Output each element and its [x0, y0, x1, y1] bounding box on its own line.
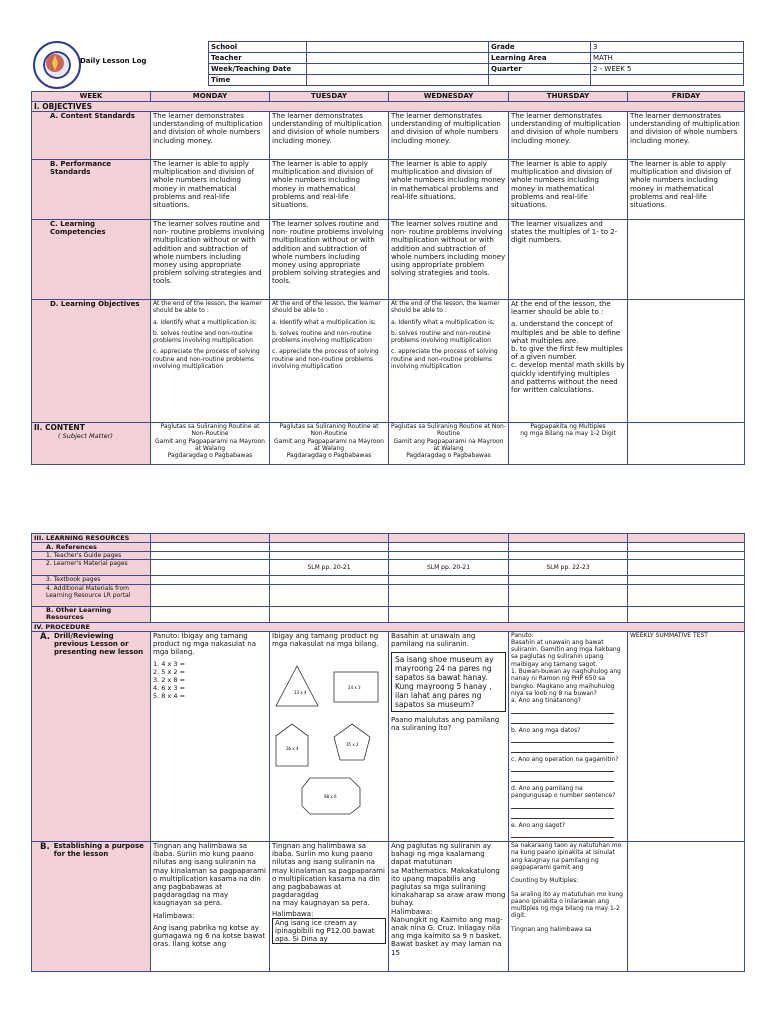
- objectives-table: [31, 91, 745, 465]
- lm-pages-label: 2. Learner's Material pages: [32, 560, 151, 576]
- time-field[interactable]: [307, 75, 489, 86]
- answer-line-a2[interactable]: [511, 717, 614, 724]
- learning-competencies-label: C. Learning Competencies: [32, 220, 151, 300]
- drill-wed: Basahin at unawain ang pamilang na suliranin. Sa isang shoe museum ay mayroong 24 na pares ng sapatos sa bawat hanay. Kung mayroong 5 hanay , ilan lahat ang pares ng sapatos sa museum? Paano malulutas ang pamilang na suliraning ito?: [389, 631, 509, 841]
- other-resources-label: B. Other Learning Resources: [32, 606, 151, 622]
- col-tuesday: TUESDAY: [270, 92, 389, 102]
- perf-std-mon: The learner is able to apply multiplication and division of whole numbers including money in mathematical problems and real-life situations.: [151, 160, 270, 220]
- header-table: [208, 41, 744, 86]
- answer-line-a[interactable]: [511, 707, 614, 714]
- content-std-mon: The learner demonstrates understanding of multiplication and division of whole numbers including money.: [151, 112, 270, 160]
- area-label: Learning Area: [489, 53, 591, 64]
- svg-text:3b x 4: 3b x 4: [286, 745, 299, 751]
- content-standards-label: A. Content Standards: [32, 112, 151, 160]
- answer-line-d[interactable]: [511, 802, 614, 809]
- competency-tue: The learner solves routine and non- routine problems involving multiplication without or with addition and subtraction of whole numbers including money using appropriate problem solving strategies and tools.: [270, 220, 389, 300]
- teacher-field[interactable]: [307, 53, 489, 64]
- area-field[interactable]: MATH: [591, 53, 744, 64]
- answer-line-c2[interactable]: [511, 775, 614, 782]
- objectives-wed: At the end of the lesson, the learner should be able to : a. Identify what a multiplication is; b. solves routine and non-routine problems involving multiplication c. appreciate the process of solving routine and non-routine problems involving multiplication: [389, 300, 509, 423]
- objectives-tue: At the end of the lesson, the learner should be able to : a. Identify what a multiplication is; b. solves routine and non-routine problems involving multiplication c. appreciate the process of solving routine and non-routine problems involving multiplication: [270, 300, 389, 423]
- purpose-thu: Sa nakaraang taon ay natutuhan mo na kung paano ipinakita at isinulat ang kaugnay na pamilang ng pagpaparami gamit ang Counting by Multiples: Sa araling ito ay matutuhan mo kung paano ipinakita o inilarawan ang multiples ng mga bilang na may 1-2 digit. Tingnan ang halimbawa sa: [509, 842, 628, 972]
- svg-text:98 x 6: 98 x 6: [324, 793, 337, 799]
- teacher-label: Teacher: [209, 53, 307, 64]
- tue-example-box: Ang isang ice cream ay ipinagbibili ng P12.00 bawat apa. Si Dina ay: [272, 918, 386, 945]
- perf-std-fri: The learner is able to apply multiplication and division of whole numbers including money in mathematical problems and real-life situations.: [628, 160, 745, 220]
- svg-text:24 x 3: 24 x 3: [348, 684, 361, 690]
- learning-objectives-label: D. Learning Objectives: [32, 300, 151, 423]
- perf-std-tue: The learner is able to apply multiplication and division of whole numbers including money in mathematical problems and real-life situations.: [270, 160, 389, 220]
- perf-std-wed: The learner is able to apply multiplication and division of whole numbers including money in mathematical problems and real-life situations.: [389, 160, 509, 220]
- answer-line-b2[interactable]: [511, 746, 614, 753]
- answer-line-b[interactable]: [511, 736, 614, 743]
- content-std-fri: The learner demonstrates understanding of multiplication and division of whole numbers including money.: [628, 112, 745, 160]
- additional-materials-label: 4. Additional Materials from Learning Resource LR portal: [32, 584, 151, 606]
- competency-mon: The learner solves routine and non- routine problems involving multiplication without or with addition and subtraction of whole numbers including money using appropriate problem solving strategies and tools.: [151, 220, 270, 300]
- references-label: A. References: [32, 543, 151, 552]
- school-field[interactable]: [307, 42, 489, 53]
- tg-pages-label: 1. Teacher's Guide pages: [32, 552, 151, 560]
- drill-items: 1. 4 x 3 = 2. 5 x 2 = 3. 2 x 8 = 4. 6 x 3 = 5. 8 x 4 =: [153, 660, 186, 701]
- procedure-table: [31, 533, 745, 972]
- answer-line-e[interactable]: [511, 831, 614, 838]
- wed-problem-box: Sa isang shoe museum ay mayroong 24 na pares ng sapatos sa bawat hanay. Kung mayroong 5 hanay , ilan lahat ang pares ng sapatos sa museum?: [391, 652, 506, 712]
- content-label: II. CONTENT ( Subject Matter): [32, 423, 151, 465]
- drill-thu: Panuto: Basahin at unawain ang bawat suliranin. Gamitin ang mga hakbang sa paglutas ng suliranin upang maibigay ang tamang sagot. 1. Buwan-buwan ay naghuhulog ang nanay ni Ramon ng PHP 650 sa bangko. Magkano ang maihuhulog niya sa loob ng 8 na buwan? a. Ano ang tinatanong? b. Ano ang mga datos? c. Ano ang operation na gagamitin? d. Ano ang pamilang na pangungusap o number sentence? e. Ano ang sagot?: [509, 631, 628, 841]
- answer-line-d2[interactable]: [511, 812, 614, 819]
- purpose-mon: Tingnan ang halimbawa sa ibaba. Suriin mo kung paano nilutas ang isang suliranin na may kinalaman sa pagpaparami o multiplication kasama na din ang pagbabawas at pagdaragdag na may kaugnayan sa pera. Halimbawa: Ang isang pabrika ng kotse ay gumagawa ng 6 na kotse bawat oras. Ilang kotse ang: [151, 842, 270, 972]
- drill-shapes: [272, 662, 387, 822]
- house-shape: [276, 724, 308, 766]
- resources-heading: III. LEARNING RESOURCES: [32, 534, 151, 543]
- objectives-thu: At the end of the lesson, the learner should be able to : a. understand the concept of multiples and be able to define what multiples are. b. to give the first few multiples of a given number. c. develop mental math skills by quickly identifying multiples and patterns without the need for written calculations.: [509, 300, 628, 423]
- col-thursday: THURSDAY: [509, 92, 628, 102]
- drill-tue: Ibigay ang tamang product ng mga nakasulat na mga bilang. 13 x 4 24 x 3 3b x 4 35 x 2 98 x 6: [270, 631, 389, 841]
- answer-line-c[interactable]: [511, 765, 614, 772]
- drill-mon: Panuto: Ibigay ang tamang product ng mga nakasulat na mga bilang. 1. 4 x 3 = 2. 5 x 2 = 3. 2 x 8 = 4. 6 x 3 = 5. 8 x 4 =: [151, 631, 270, 841]
- slm-wed: SLM pp. 20-21: [389, 560, 509, 576]
- performance-standards-label: B. Performance Standards: [32, 160, 151, 220]
- col-monday: MONDAY: [151, 92, 270, 102]
- col-wednesday: WEDNESDAY: [389, 92, 509, 102]
- quarter-field[interactable]: 2 - WEEK 5: [591, 64, 744, 75]
- svg-text:13 x 4: 13 x 4: [294, 689, 307, 695]
- slm-thu: SLM pp. 22-23: [509, 560, 628, 576]
- objectives-heading: I. OBJECTIVES: [32, 102, 745, 112]
- quarter-label: Quarter: [489, 64, 591, 75]
- week-field[interactable]: [307, 64, 489, 75]
- drill-fri: WEEKLY SUMMATIVE TEST: [628, 631, 745, 841]
- content-std-tue: The learner demonstrates understanding of multiplication and division of whole numbers including money.: [270, 112, 389, 160]
- week-label: Week/Teaching Date: [209, 64, 307, 75]
- slm-tue: SLM pp. 20-21: [270, 560, 389, 576]
- content-tue: Paglutas sa Suliraning Routine at Non-Routine Gamit ang Pagpaparami na Mayroon at Walang Pagdaragdag o Pagbabawas: [270, 423, 389, 465]
- purpose-wed: Ang paglutas ng suliranin ay bahagi ng mga kaalamang dapat matutunan sa Mathematics. Makakatulong ito upang mapabilis ang paglutas sa mga suliraning kinakaharap sa araw araw mong buhay. Halimbawa: Nanungkit ng Kaimito ang mag-anak nina G. Cruz. Inilagay nila ang mga kaimito sa 9 n basket. Bawat basket ay may laman na 15: [389, 842, 509, 972]
- objectives-mon: At the end of the lesson, the learner should be able to : a. Identify what a multiplication is; b. solves routine and non-routine problems involving multiplication c. appreciate the process of solving routine and non-routine problems involving multiplication: [151, 300, 270, 423]
- deped-seal: [33, 41, 81, 89]
- purpose-tue: Tingnan ang halimbawa sa ibaba. Suriin mo kung paano nilutas ang isang suliranin na may kinalaman sa pagpaparami o multiplication kasama na din ang pagbabawas at pagdaragdag na may kaugnayan sa pera. Halimbawa: Ang isang ice cream ay ipinagbibili ng P12.00 bawat apa. Si Dina ay: [270, 842, 389, 972]
- col-week: WEEK: [32, 92, 151, 102]
- grade-label: Grade: [489, 42, 591, 53]
- lesson-log-title: Daily Lesson Log: [80, 57, 147, 65]
- purpose-label: B. Establishing a purpose for the lesson: [32, 842, 151, 972]
- svg-text:35 x 2: 35 x 2: [346, 741, 359, 747]
- procedure-heading: IV. PROCEDURE: [32, 622, 745, 631]
- drill-label: A. Drill/Reviewing previous Lesson or presenting new lesson: [32, 631, 151, 841]
- grade-field[interactable]: 3: [591, 42, 744, 53]
- perf-std-thu: The learner is able to apply multiplication and division of whole numbers including money in mathematical problems and real-life situations.: [509, 160, 628, 220]
- textbook-pages-label: 3. Textbook pages: [32, 576, 151, 584]
- competency-thu: The learner visualizes and states the multiples of 1- to 2-digit numbers.: [509, 220, 628, 300]
- content-wed: Paglutas sa Suliraning Routine at Non-Routine Gamit ang Pagpaparami na Mayroon at Walang Pagdaragdag o Pagbabawas: [389, 423, 509, 465]
- time-label: Time: [209, 75, 307, 86]
- triangle-shape: [276, 666, 318, 706]
- content-mon: Paglutas sa Suliraning Routine at Non-Routine Gamit ang Pagpaparami na Mayroon at Walang Pagdaragdag o Pagbabawas: [151, 423, 270, 465]
- school-label: School: [209, 42, 307, 53]
- content-std-wed: The learner demonstrates understanding of multiplication and division of whole numbers including money.: [389, 112, 509, 160]
- col-friday: FRIDAY: [628, 92, 745, 102]
- competency-wed: The learner solves routine and non- routine problems involving multiplication without or with addition and subtraction of whole numbers including money using appropriate problem solving strategies and tools.: [389, 220, 509, 300]
- content-std-thu: The learner demonstrates understanding of multiplication and division of whole numbers including money.: [509, 112, 628, 160]
- content-thu: Pagpapakita ng Multiples ng mga Bilang na may 1-2 Digit: [509, 423, 628, 465]
